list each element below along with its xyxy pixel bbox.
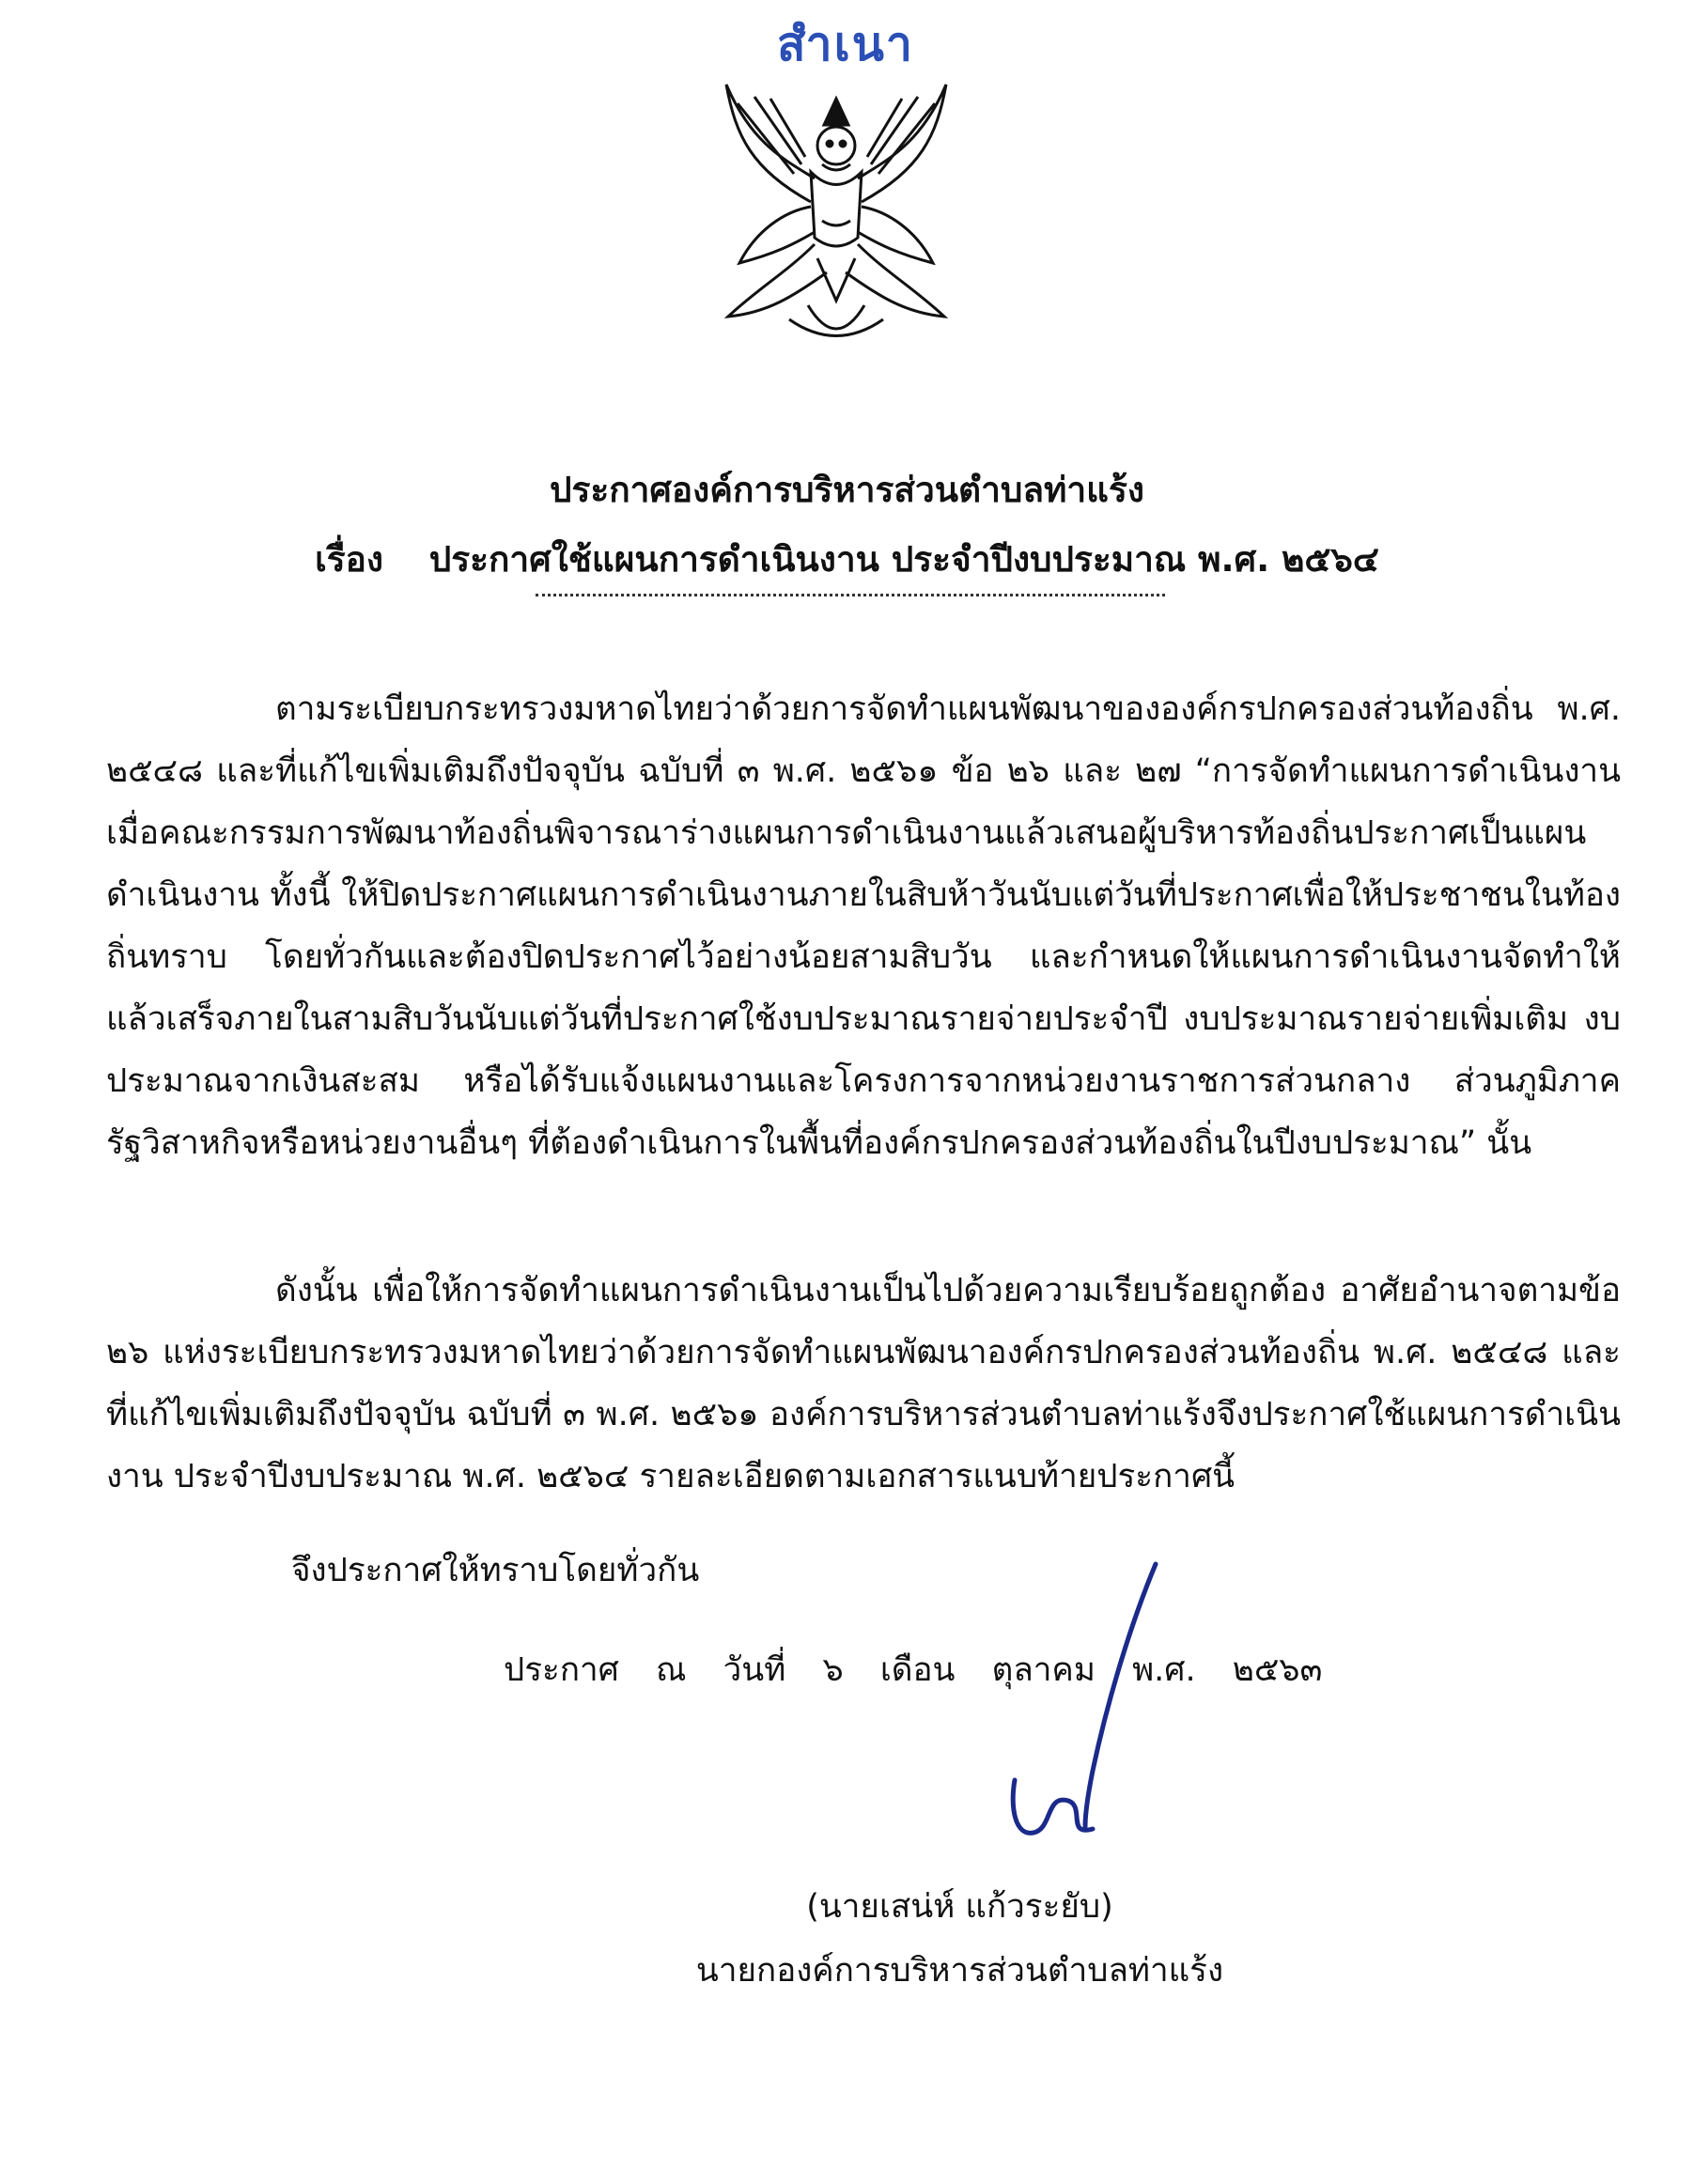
body-paragraph-2: ดังนั้น เพื่อให้การจัดทำแผนการดำเนินงานเป็นไปด้วยความเรียบร้อยถูกต้อง อาศัยอำนาจตามข้อ ๒๖ แห่งระเบียบกระทรวงมหาดไทยว่าด้วยการจัดทำแผนพัฒนาองค์กรปกครองส่วนท้องถิ่น พ.ศ. ๒๕๔๘ และที่แก้ไขเพิ่มเติมถึงปัจจุบัน ฉบับที่ ๓ พ.ศ. ๒๕๖๑ องค์การบริหารส่วนตำบลท่าแร้งจึงประกาศใช้แผนการดำเนินงาน ประจำปีงบประมาณ พ.ศ. ๒๕๖๔ รายละเอียดตามเอกสารแนบท้ายประกาศนี้ (106, 1272, 1621, 1495)
copy-stamp: สำเนา (777, 17, 914, 71)
date-year: ๒๕๖๓ (1232, 1651, 1323, 1689)
garuda-emblem-icon (700, 70, 972, 357)
subject-label: เรื่อง (315, 539, 383, 580)
closing-statement: จึงประกาศให้ทราบโดยทั่วกัน (291, 1552, 700, 1589)
date-prefix: ประกาศ (504, 1651, 619, 1689)
date-month: ตุลาคม (991, 1651, 1096, 1689)
announcement-title: ประกาศองค์การบริหารส่วนตำบลท่าแร้ง (550, 470, 1144, 510)
subject-text: ประกาศใช้แผนการดำเนินงาน ประจำปีงบประมาณ พ.ศ. ๒๕๖๔ (428, 539, 1379, 580)
announcement-subject (0, 532, 1694, 587)
date-month-label: เดือน (879, 1651, 956, 1689)
signer-name: (นายเสน่ห์ แก้วระยับ) (806, 1888, 1113, 1926)
dotted-divider (536, 594, 1165, 596)
handwritten-signature (991, 1555, 1179, 1865)
date-era: พ.ศ. (1132, 1651, 1196, 1689)
signer-position: นายกองค์การบริหารส่วนตำบลท่าแร้ง (695, 1952, 1224, 1990)
date-day: ๖ (822, 1651, 844, 1689)
announcement-date (504, 1644, 1339, 1696)
body-paragraph-1: ตามระเบียบกระทรวงมหาดไทยว่าด้วยการจัดทำแผนพัฒนาขององค์กรปกครองส่วนท้องถิ่น พ.ศ. ๒๕๔๘ และที่แก้ไขเพิ่มเติมถึงปัจจุบัน ฉบับที่ ๓ พ.ศ. ๒๕๖๑ ข้อ ๒๖ และ ๒๗ “การจัดทำแผนการดำเนินงานเมื่อคณะกรรมการพัฒนาท้องถิ่นพิจารณาร่างแผนการดำเนินงานแล้วเสนอผู้บริหารท้องถิ่นประกาศเป็นแผนดำเนินงาน ทั้งนี้ ให้ปิดประกาศแผนการดำเนินงานภายในสิบห้าวันนับแต่วันที่ประกาศเพื่อให้ประชาชนในท้องถิ่นทราบ โดยทั่วกันและต้องปิดประกาศไว้อย่างน้อยสามสิบวัน และกำหนดให้แผนการดำเนินงานจัดทำให้แล้วเสร็จภายในสามสิบวันนับแต่วันที่ประกาศใช้งบประมาณรายจ่ายประจำปี งบประมาณรายจ่ายเพิ่มเติม งบประมาณจากเงินสะสม หรือได้รับแจ้งแผนงานและโครงการจากหน่วยงานราชการส่วนกลาง ส่วนภูมิภาค รัฐวิสาหกิจหรือหน่วยงานอื่นๆ ที่ต้องดำเนินการในพื้นที่องค์กรปกครองส่วนท้องถิ่นในปีงบประมาณ” นั้น (106, 690, 1621, 1162)
date-at: ณ (656, 1651, 687, 1689)
date-day-label: วันที่ (723, 1651, 786, 1689)
